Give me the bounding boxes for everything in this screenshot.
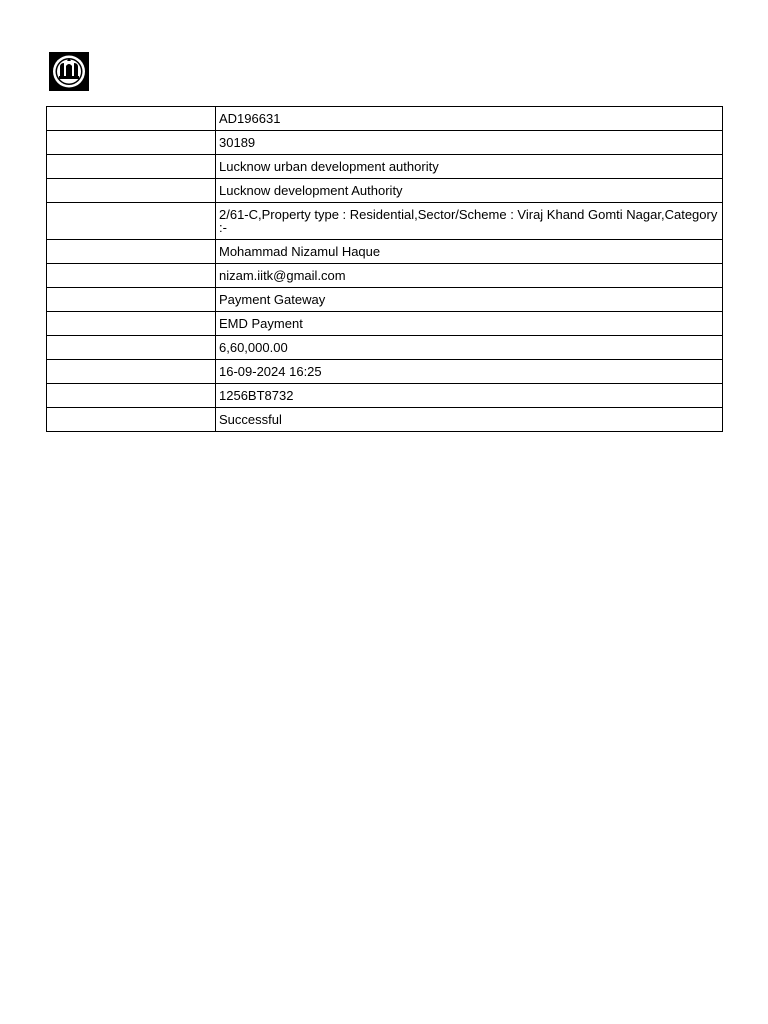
- row-value: nizam.iitk@gmail.com: [216, 264, 723, 288]
- row-value: Lucknow development Authority: [216, 179, 723, 203]
- payment-receipt-table: [46, 106, 723, 432]
- row-label: [47, 312, 216, 336]
- row-label: [47, 155, 216, 179]
- lda-emblem-icon: [49, 52, 89, 91]
- row-value: Payment Gateway: [216, 288, 723, 312]
- row-value: 1256BT8732: [216, 384, 723, 408]
- table-row: [47, 203, 723, 240]
- table-row: [47, 288, 723, 312]
- row-label: [47, 131, 216, 155]
- row-label: [47, 384, 216, 408]
- row-value: EMD Payment: [216, 312, 723, 336]
- row-label: [47, 408, 216, 432]
- table-row: [47, 179, 723, 203]
- table-row: [47, 408, 723, 432]
- row-value: Mohammad Nizamul Haque: [216, 240, 723, 264]
- table-row: [47, 264, 723, 288]
- table-row: [47, 360, 723, 384]
- row-label: [47, 179, 216, 203]
- table-row: [47, 384, 723, 408]
- row-label: [47, 336, 216, 360]
- table-row: [47, 336, 723, 360]
- row-value: 2/61-C,Property type : Residential,Sector/Scheme : Viraj Khand Gomti Nagar,Category :-: [216, 203, 723, 240]
- table-row: [47, 155, 723, 179]
- row-label: [47, 288, 216, 312]
- row-value: Lucknow urban development authority: [216, 155, 723, 179]
- row-label: [47, 264, 216, 288]
- row-label: [47, 240, 216, 264]
- row-value: 30189: [216, 131, 723, 155]
- row-value: AD196631: [216, 107, 723, 131]
- table-row: [47, 131, 723, 155]
- row-label: [47, 203, 216, 240]
- row-value: Successful: [216, 408, 723, 432]
- row-label: [47, 107, 216, 131]
- row-value: 6,60,000.00: [216, 336, 723, 360]
- table-row: [47, 107, 723, 131]
- table-row: [47, 240, 723, 264]
- row-label: [47, 360, 216, 384]
- row-value: 16-09-2024 16:25: [216, 360, 723, 384]
- table-row: [47, 312, 723, 336]
